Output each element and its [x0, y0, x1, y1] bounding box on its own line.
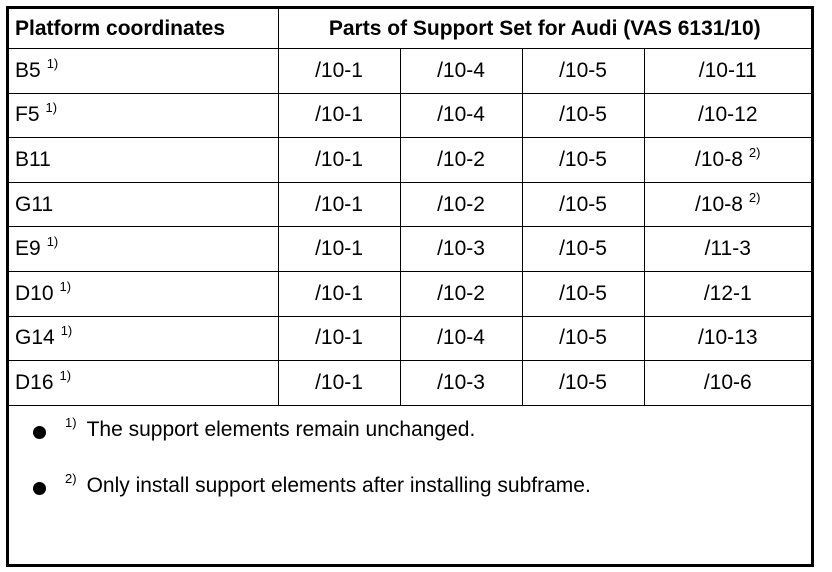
part-cell [400, 316, 522, 361]
part-cell [644, 271, 811, 316]
part-cell [400, 227, 522, 272]
part-cell [522, 138, 644, 183]
part-cell [644, 138, 811, 183]
header-support-set-parts: Parts of Support Set for Audi (VAS 6131/10) [278, 9, 811, 49]
part-number: /10-5 [559, 281, 607, 305]
table-row [9, 138, 811, 183]
part-cell [278, 316, 400, 361]
footnote-reference: 1) [45, 100, 58, 116]
part-number: /10-5 [559, 147, 607, 171]
part-cell [522, 182, 644, 227]
platform-coordinate: D10 [15, 281, 54, 305]
footnotes [9, 406, 811, 530]
table-row [9, 93, 811, 138]
part-cell [400, 182, 522, 227]
part-cell [522, 316, 644, 361]
part-cell [644, 227, 811, 272]
part-number: /10-12 [697, 103, 758, 127]
platform-coordinate-cell [9, 49, 278, 94]
part-number: /10-4 [437, 58, 485, 82]
part-number: /10-1 [315, 237, 363, 261]
part-number: /10-5 [559, 326, 607, 350]
footnote-reference: 1) [59, 367, 72, 383]
table-row [9, 316, 811, 361]
footnote-mark: 2) [65, 470, 77, 486]
part-cell [278, 49, 400, 94]
platform-coordinate-cell [9, 227, 278, 272]
part-number: /10-5 [559, 370, 607, 394]
footnote-2 [9, 470, 811, 530]
part-cell [644, 182, 811, 227]
part-cell [278, 138, 400, 183]
table-header-row [9, 9, 811, 49]
part-cell [522, 49, 644, 94]
part-number: /10-13 [697, 326, 758, 350]
footnote-text [65, 414, 476, 442]
part-cell [522, 93, 644, 138]
part-number: /10-4 [437, 103, 485, 127]
part-cell [522, 271, 644, 316]
part-number: /10-2 [437, 192, 485, 216]
part-number: /12-1 [703, 281, 752, 305]
footnote-text [65, 470, 591, 498]
platform-coordinate: G11 [15, 192, 54, 216]
platform-coordinate-cell [9, 361, 278, 406]
part-cell [522, 227, 644, 272]
platform-coordinate-cell [9, 316, 278, 361]
bullet-icon [33, 482, 46, 495]
table-row [9, 227, 811, 272]
part-cell [400, 138, 522, 183]
part-number: /10-1 [315, 281, 363, 305]
part-cell [400, 361, 522, 406]
part-number: /10-11 [698, 58, 757, 82]
part-cell [644, 316, 811, 361]
platform-coordinate-cell [9, 93, 278, 138]
part-cell [278, 182, 400, 227]
footnote-reference: 2) [748, 144, 761, 160]
part-number: /10-1 [315, 192, 363, 216]
footnote-body: Only install support elements after installing subframe. [86, 473, 591, 497]
footnote-mark: 1) [65, 414, 77, 430]
part-number: /10-5 [559, 192, 607, 216]
part-cell [278, 361, 400, 406]
part-cell [278, 271, 400, 316]
part-number: /10-5 [559, 103, 607, 127]
part-number: /11-3 [704, 237, 751, 261]
table-row [9, 49, 811, 94]
footnote-reference: 1) [46, 55, 59, 71]
part-number: /10-5 [559, 237, 607, 261]
part-number: /10-5 [559, 58, 607, 82]
header-platform-coordinates: Platform coordinates [9, 9, 278, 49]
part-cell [400, 93, 522, 138]
part-number: /10-2 [437, 281, 485, 305]
part-number: /10-3 [437, 370, 485, 394]
platform-coordinate: D16 [15, 370, 54, 394]
platform-coordinate-cell [9, 271, 278, 316]
part-cell [278, 227, 400, 272]
table-row [9, 271, 811, 316]
part-number: /10-1 [315, 103, 363, 127]
part-number: /10-2 [437, 147, 485, 171]
part-cell [522, 361, 644, 406]
part-cell [644, 49, 811, 94]
part-cell [400, 49, 522, 94]
support-set-table-frame [6, 6, 814, 567]
bullet-icon [33, 426, 46, 439]
part-number: /10-1 [315, 147, 363, 171]
platform-coordinate-cell [9, 182, 278, 227]
support-set-table [9, 9, 811, 406]
table-row [9, 182, 811, 227]
platform-coordinate: E9 [15, 237, 41, 261]
part-cell [644, 93, 811, 138]
footnote-1 [9, 414, 811, 474]
part-cell [400, 271, 522, 316]
part-cell [644, 361, 811, 406]
footnote-body: The support elements remain unchanged. [86, 417, 476, 441]
footnote-reference: 2) [748, 189, 761, 205]
part-number: /10-6 [703, 370, 752, 394]
part-number: /10-1 [315, 58, 363, 82]
footnote-reference: 1) [60, 323, 73, 339]
part-cell [278, 93, 400, 138]
platform-coordinate: F5 [15, 103, 40, 127]
footnote-reference: 1) [59, 278, 72, 294]
footnote-reference: 1) [46, 234, 59, 250]
table-row [9, 361, 811, 406]
platform-coordinate: G14 [15, 326, 55, 350]
platform-coordinate: B11 [15, 147, 51, 171]
platform-coordinate-cell [9, 138, 278, 183]
part-number: /10-8 [695, 192, 743, 216]
part-number: /10-3 [437, 237, 485, 261]
part-number: /10-1 [315, 326, 363, 350]
part-number: /10-1 [315, 370, 363, 394]
part-number: /10-4 [437, 326, 485, 350]
part-number: /10-8 [695, 147, 743, 171]
platform-coordinate: B5 [15, 58, 41, 82]
